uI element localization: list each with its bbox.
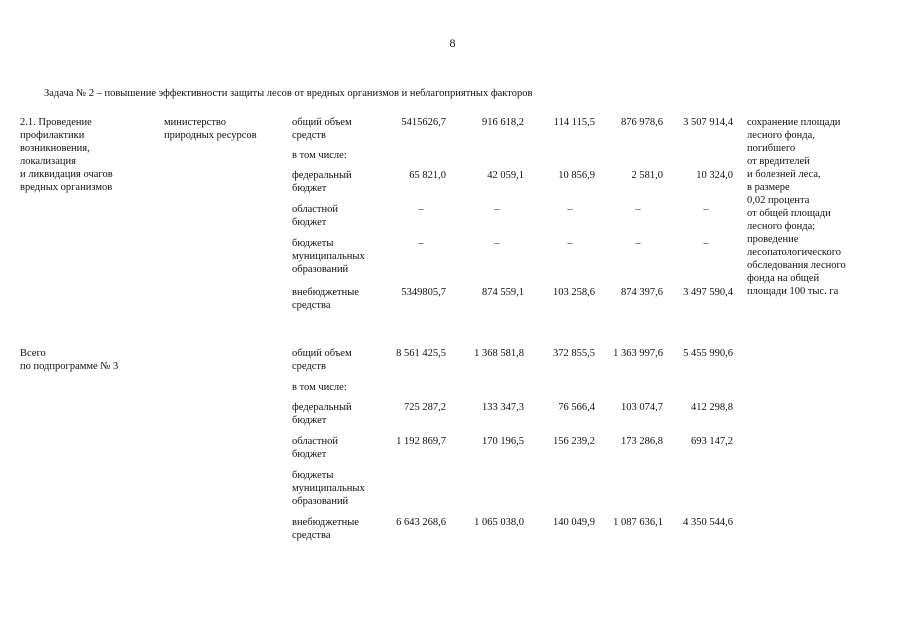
financing-source-label: федеральный бюджет (292, 402, 352, 426)
amount-cell: 8 561 425,5 (396, 348, 446, 359)
amount-cell: 1 192 869,7 (396, 436, 446, 447)
amount-cell: – (567, 238, 573, 249)
financing-source-label: областной бюджет (292, 204, 338, 228)
amount-cell: – (418, 238, 424, 249)
executor-name: министерство природных ресурсов (164, 117, 257, 141)
event-name: 2.1. Проведение профилактики возникновения, локализация и ликвидация очагов вредных организмов (20, 117, 113, 193)
total-label: Всего по подпрограмме № 3 (20, 348, 119, 372)
amount-cell: 3 507 914,4 (683, 117, 733, 128)
financing-source-label: в том числе: (292, 382, 347, 393)
amount-cell: 874 559,1 (482, 287, 524, 298)
amount-cell: 876 978,6 (621, 117, 663, 128)
amount-cell: 6 643 268,6 (396, 517, 446, 528)
amount-cell: 1 363 997,6 (613, 348, 663, 359)
amount-cell: 5 455 990,6 (683, 348, 733, 359)
amount-cell: 5349805,7 (401, 287, 446, 298)
amount-cell: 10 324,0 (696, 170, 733, 181)
amount-cell: 170 196,5 (482, 436, 524, 447)
amount-cell: 4 350 544,6 (683, 517, 733, 528)
financing-source-label: областной бюджет (292, 436, 338, 460)
page-number: 8 (449, 36, 456, 50)
amount-cell: – (703, 204, 709, 215)
amount-cell: 2 581,0 (631, 170, 663, 181)
amount-cell: 3 497 590,4 (683, 287, 733, 298)
amount-cell: 1 087 636,1 (613, 517, 663, 528)
amount-cell: 1 065 038,0 (474, 517, 524, 528)
financing-source-label: федеральный бюджет (292, 170, 352, 194)
amount-cell: 372 855,5 (553, 348, 595, 359)
amount-cell: 1 368 581,8 (474, 348, 524, 359)
amount-cell: – (418, 204, 424, 215)
amount-cell: 103 258,6 (553, 287, 595, 298)
amount-cell: 42 059,1 (487, 170, 524, 181)
financing-source-label: общий объем средств (292, 117, 352, 141)
amount-cell: 103 074,7 (621, 402, 663, 413)
amount-cell: 916 618,2 (482, 117, 524, 128)
expected-result: сохранение площади лесного фонда, погибшего от вредителей и болезней леса, в размере 0,02 процента от общей площади лесного фонда; проведение лесопатологического обследования лесного фонда на общей площади 100 тыс. га (747, 117, 846, 297)
amount-cell: 114 115,5 (553, 117, 595, 128)
amount-cell: 173 286,8 (621, 436, 663, 447)
amount-cell: 156 239,2 (553, 436, 595, 447)
amount-cell: 693 147,2 (691, 436, 733, 447)
amount-cell: – (494, 204, 500, 215)
amount-cell: – (703, 238, 709, 249)
financing-source-label: в том числе: (292, 150, 347, 161)
amount-cell: – (567, 204, 573, 215)
amount-cell: – (635, 238, 641, 249)
amount-cell: 725 287,2 (404, 402, 446, 413)
amount-cell: 10 856,9 (558, 170, 595, 181)
financing-source-label: бюджеты муниципальных образований (292, 470, 365, 507)
amount-cell: 140 049,9 (553, 517, 595, 528)
financing-source-label: внебюджетные средства (292, 287, 359, 311)
amount-cell: 65 821,0 (409, 170, 446, 181)
financing-source-label: бюджеты муниципальных образований (292, 238, 365, 275)
amount-cell: – (635, 204, 641, 215)
task-heading: Задача № 2 – повышение эффективности защиты лесов от вредных организмов и неблагоприятных факторов (44, 88, 533, 99)
amount-cell: 76 566,4 (558, 402, 595, 413)
amount-cell: 874 397,6 (621, 287, 663, 298)
amount-cell: 133 347,3 (482, 402, 524, 413)
financing-source-label: общий объем средств (292, 348, 352, 372)
amount-cell: – (494, 238, 500, 249)
financing-source-label: внебюджетные средства (292, 517, 359, 541)
amount-cell: 412 298,8 (691, 402, 733, 413)
amount-cell: 5415626,7 (401, 117, 446, 128)
